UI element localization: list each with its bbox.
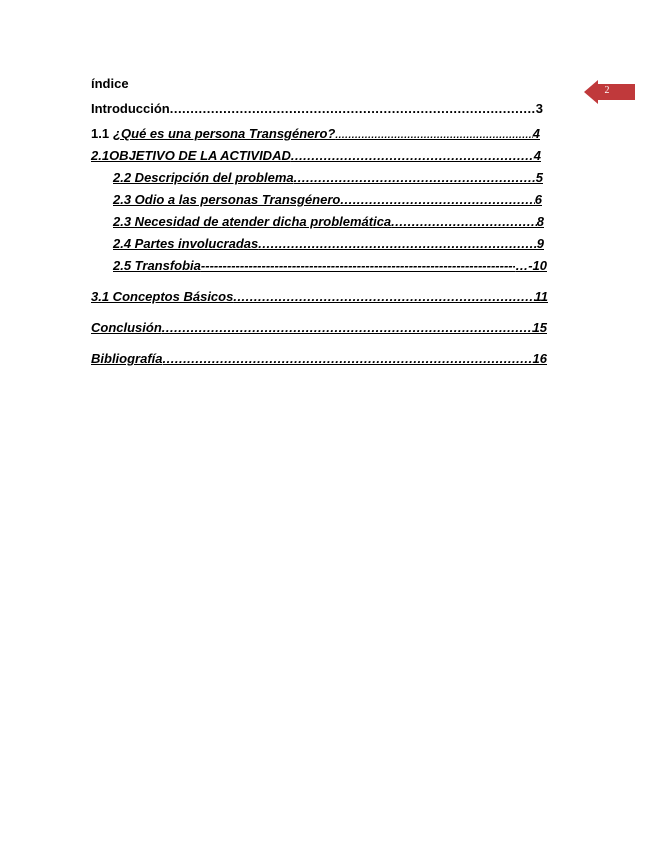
toc-dot-leader xyxy=(258,236,537,251)
toc-entry-2-3-necesidad[interactable] xyxy=(113,214,544,229)
toc-entry-title: Bibliografía xyxy=(91,351,163,366)
toc-dot-leader xyxy=(335,130,532,141)
toc-entry-2-3-odio[interactable] xyxy=(113,192,542,207)
toc-entry-page: 15 xyxy=(532,320,547,335)
toc-entry-page: 16 xyxy=(532,351,547,366)
toc-entry-page: 8 xyxy=(536,214,544,229)
page-number: 2 xyxy=(604,85,610,96)
toc-entry-2-1[interactable] xyxy=(91,148,541,163)
page-number-badge xyxy=(584,80,636,104)
toc-entry-number: 1.1 xyxy=(91,126,110,141)
toc-entry-introduccion[interactable] xyxy=(91,101,543,116)
toc-heading: índice xyxy=(91,76,129,91)
toc-entry-1-1[interactable] xyxy=(91,126,540,141)
toc-entry-title: 2.2 Descripción del problema xyxy=(113,170,294,185)
toc-dot-leader xyxy=(294,170,536,185)
toc-entry-3-1[interactable] xyxy=(91,289,548,304)
toc-entry-page: 3 xyxy=(535,101,543,116)
toc-entry-page: 6 xyxy=(534,192,542,207)
toc-dot-leader xyxy=(162,320,533,335)
toc-entry-page: 4 xyxy=(532,126,540,141)
toc-entry-page: …-10 xyxy=(515,258,547,273)
toc-entry-page: 11 xyxy=(534,289,548,304)
toc-dot-leader xyxy=(391,214,537,229)
toc-entry-title: 2.3 Necesidad de atender dicha problemática xyxy=(113,214,392,229)
toc-dot-leader xyxy=(170,101,536,116)
toc-entry-title: 2.5 Transfobia xyxy=(113,258,201,273)
toc-entry-title: 2.4 Partes involucradas xyxy=(113,236,259,251)
toc-entry-title: Introducción xyxy=(91,101,170,116)
toc-entry-title: ¿Qué es una persona Transgénero? xyxy=(113,126,336,141)
toc-dot-leader xyxy=(233,289,534,304)
toc-entry-2-4[interactable] xyxy=(113,236,544,251)
toc-entry-title: 2.1OBJETIVO DE LA ACTIVIDAD xyxy=(91,148,291,163)
toc-dot-leader xyxy=(340,192,534,207)
toc-entry-title: 2.3 Odio a las personas Transgénero xyxy=(113,192,341,207)
toc-entry-page: 4 xyxy=(533,148,541,163)
toc-entry-page: 5 xyxy=(535,170,543,185)
toc-entry-2-2[interactable] xyxy=(113,170,543,185)
toc-dot-leader xyxy=(163,351,533,366)
toc-entry-bibliografia[interactable] xyxy=(91,351,547,366)
toc-entry-2-5[interactable] xyxy=(113,258,547,273)
toc-dot-leader xyxy=(291,148,534,163)
toc-entry-page: 9 xyxy=(536,236,544,251)
toc-entry-conclusion[interactable] xyxy=(91,320,547,335)
toc-dash-leader xyxy=(201,258,515,273)
toc-entry-title: 3.1 Conceptos Básicos xyxy=(91,289,234,304)
toc-entry-title: Conclusión xyxy=(91,320,162,335)
